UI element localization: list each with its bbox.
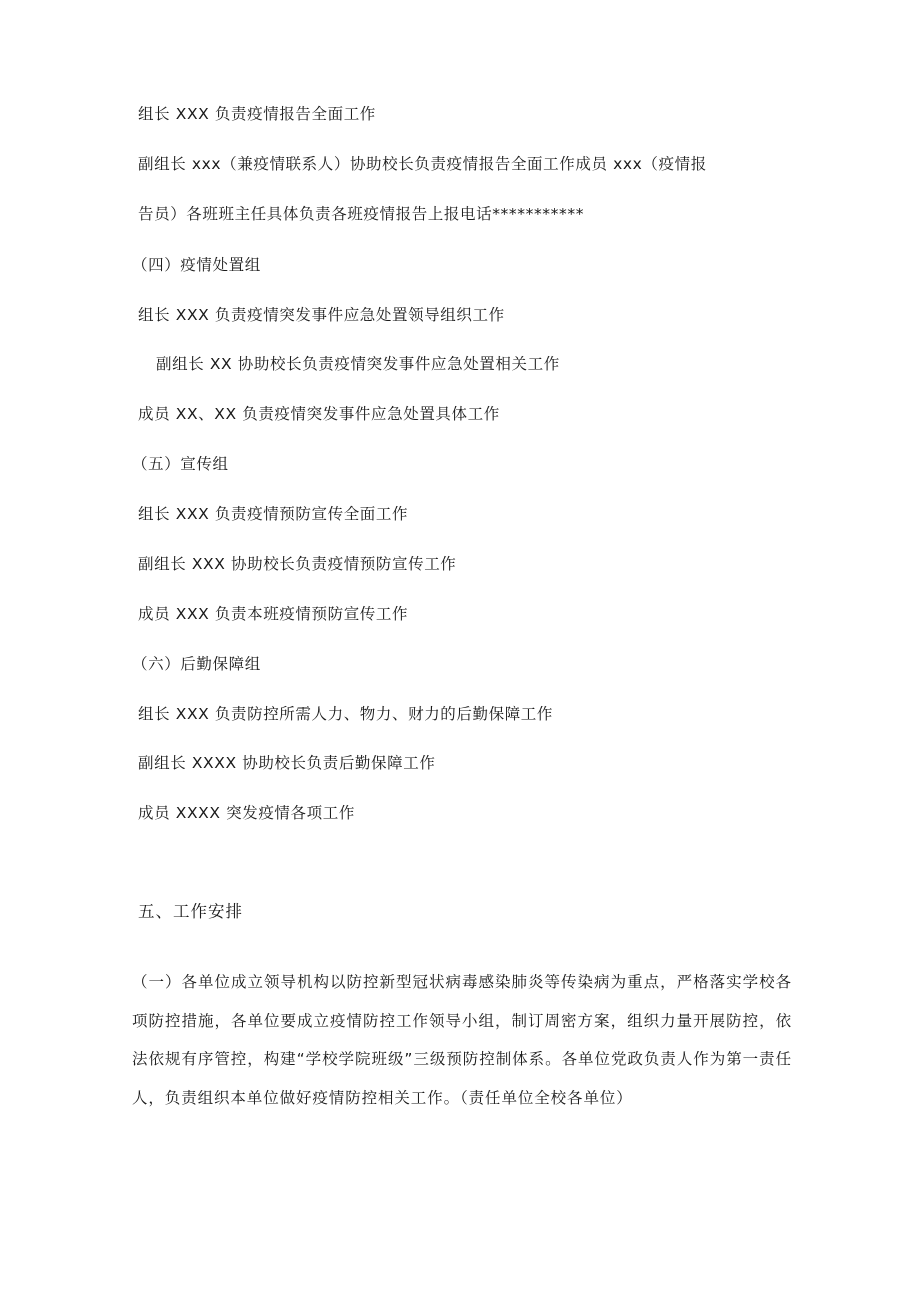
- text-line: 成员 XX、XX 负责疫情突发事件应急处置具体工作: [138, 405, 500, 423]
- text-line: 告员）各班班主任具体负责各班疫情报告上报电话***********: [138, 205, 585, 223]
- subsection-heading: （四）疫情处置组: [132, 256, 261, 274]
- body-paragraph: （一）各单位成立领导机构以防控新型冠状病毒感染肺炎等传染病为重点，严格落实学校各项防控措施，各单位要成立疫情防控工作领导小组，制订周密方案，组织力量开展防控，依法依规有序管控，构建“学校学院班级”三级预防控制体系。各单位党政负责人作为第一责任人，负责组织本单位做好疫情防控相关工作。（责任单位全校各单位）: [132, 973, 792, 1107]
- text-line: 副组长 xxx（兼疫情联系人）协助校长负责疫情报告全面工作成员 xxx（疫情报: [138, 155, 707, 173]
- text-line: 组长 XXX 负责疫情预防宣传全面工作: [138, 505, 409, 523]
- subsection-heading: （六）后勤保障组: [132, 655, 261, 673]
- text-line: 组长 XXX 负责防控所需人力、物力、财力的后勤保障工作: [138, 705, 554, 723]
- section-heading: 五、工作安排: [138, 902, 243, 921]
- subsection-heading: （五）宣传组: [132, 455, 229, 473]
- text-line: 组长 XXX 负责疫情报告全面工作: [138, 105, 376, 123]
- text-line: 副组长 XXXX 协助校长负责后勤保障工作: [138, 754, 436, 772]
- text-line: 组长 XXX 负责疫情突发事件应急处置领导组织工作: [138, 306, 505, 324]
- text-line: 副组长 XXX 协助校长负责疫情预防宣传工作: [138, 555, 457, 573]
- text-line: 副组长 XX 协助校长负责疫情突发事件应急处置相关工作: [156, 355, 560, 373]
- text-line: 成员 XXXX 突发疫情各项工作: [138, 804, 355, 822]
- text-line: 成员 XXX 负责本班疫情预防宣传工作: [138, 605, 409, 623]
